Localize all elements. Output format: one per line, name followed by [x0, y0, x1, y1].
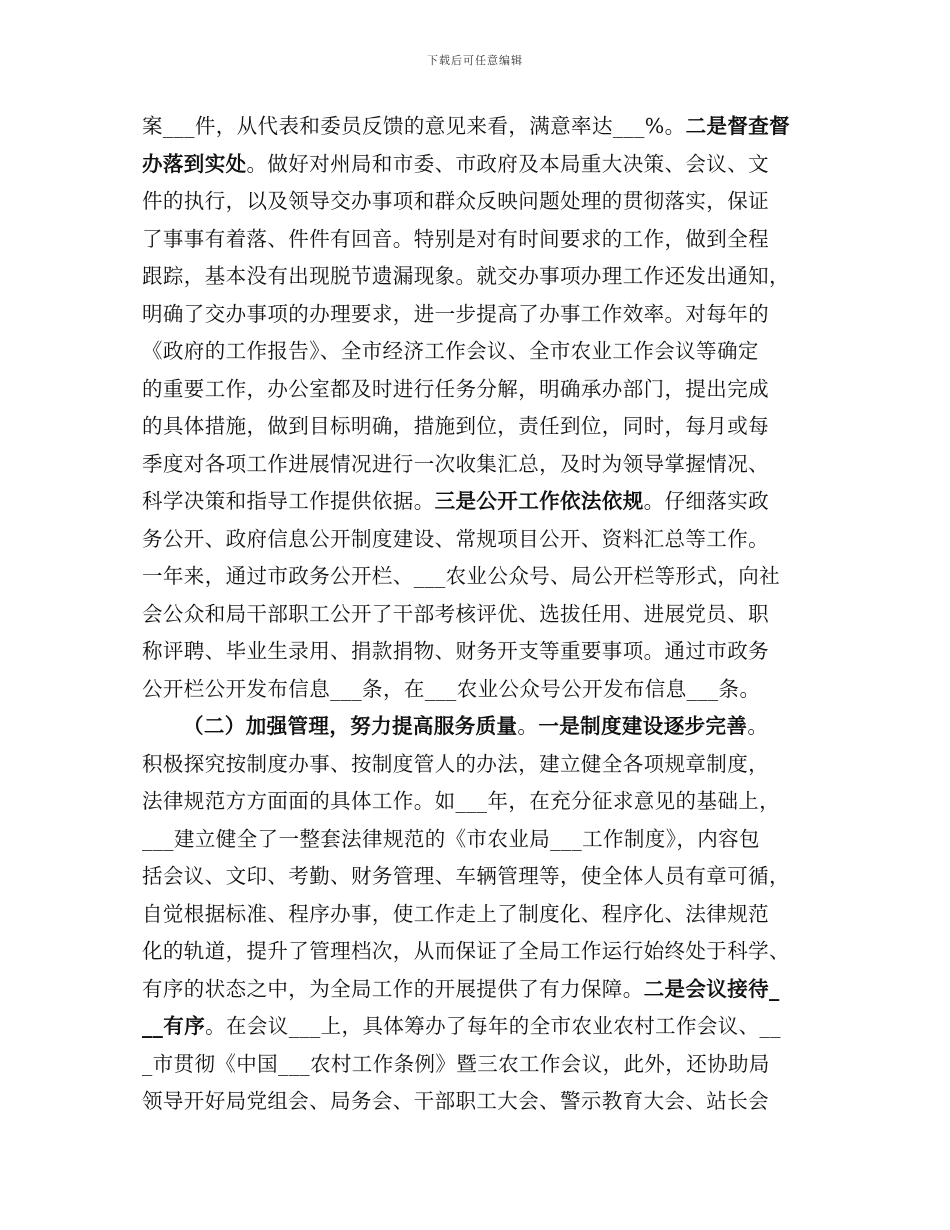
text-line: [142, 408, 822, 446]
text-line: [142, 483, 822, 521]
text-run: 的重要工作，办公室都及时进行任务分解，明确承办部门，提出完成: [142, 376, 769, 401]
text-run: 自觉根据标准、程序办事，使工作走上了制度化、程序化、法律规范: [142, 901, 769, 926]
text-run: 称评聘、毕业生录用、捐款捐物、财务开支等重要事项。通过市政务: [142, 639, 769, 663]
text-line: [142, 671, 822, 709]
text-line: [142, 633, 822, 671]
text-run: 案___件，从代表和委员反馈的意见来看，满意率达___%。: [142, 114, 686, 138]
text-line: [142, 783, 822, 821]
text-run: 。在会议___上，具体筹办了每年的全市农业农村工作会议、__: [205, 1014, 781, 1038]
text-run: 领导开好局党组会、局务会、干部职工大会、警示教育大会、站长会: [142, 1089, 769, 1113]
text-run: 。仔细落实政: [643, 489, 770, 513]
text-line: [142, 333, 822, 371]
text-run: 。: [747, 714, 769, 738]
text-run: 公开栏公开发布信息___条，在___农业公众号公开发布信息___条。: [142, 676, 761, 701]
body-text: [142, 108, 822, 1121]
bold-text-run: __有序: [142, 1014, 206, 1038]
text-line: [142, 1083, 822, 1121]
text-run: 法律规范方方面面的具体工作。如___年，在充分征求意见的基础上，: [142, 789, 781, 813]
page-header: 下载后可任意编辑: [427, 54, 523, 67]
text-run: 明确了交办事项的办理要求，进一步提高了办事工作效率。对每年的: [142, 301, 769, 326]
text-run: 科学决策和指导工作提供依据。: [142, 489, 435, 513]
bold-text-run: 一是制度建设逐步完善: [538, 714, 748, 738]
text-line: [142, 746, 822, 784]
text-line: [142, 971, 822, 1009]
text-line: [142, 296, 822, 334]
text-line: [142, 108, 822, 146]
text-line: [142, 596, 822, 634]
text-run: 会公众和局干部职工公开了干部考核评优、选拔任用、进展党员、职: [142, 601, 769, 626]
text-run: 务公开、政府信息公开制度建设、常规项目公开、资料汇总等工作。: [142, 526, 769, 551]
text-run: 一年来，通过市政务公开栏、___农业公众号、局公开栏等形式，向社: [142, 564, 781, 588]
text-line: [142, 258, 822, 296]
text-line: [142, 446, 822, 484]
text-run: 季度对各项工作进展情况进行一次收集汇总，及时为领导掌握情况、: [142, 451, 769, 476]
text-run: 的具体措施，做到目标明确，措施到位，责任到位，同时，每月或每: [142, 414, 769, 438]
text-run: 件的执行，以及领导交办事项和群众反映问题处理的贯彻落实，保证: [142, 189, 769, 213]
text-line: [142, 896, 822, 934]
text-run: 了事事有着落、件件有回音。特别是对有时间要求的工作，做到全程: [142, 226, 769, 251]
bold-text-run: 三是公开工作依法依规: [434, 489, 644, 513]
text-run: 括会议、文印、考勤、财务管理、车辆管理等，使全体人员有章可循，: [142, 864, 790, 888]
text-line: [142, 558, 822, 596]
text-line: [142, 1008, 822, 1046]
text-line: [142, 821, 822, 859]
text-line: [142, 708, 822, 746]
text-run: ___建立健全了一整套法律规范的《市农业局___工作制度》，内容包: [142, 826, 760, 851]
text-line: [142, 371, 822, 409]
text-run: 。做好对州局和市委、市政府及本局重大决策、会议、文: [246, 151, 769, 176]
bold-text-run: 办落到实处: [142, 151, 247, 176]
text-line: [142, 146, 822, 184]
text-run: 跟踪，基本没有出现脱节遗漏现象。就交办事项办理工作还发出通知，: [142, 264, 790, 288]
text-run: _市贯彻《中国___农村工作条例》暨三农工作会议，此外，还协助局: [142, 1051, 770, 1076]
text-line: [142, 521, 822, 559]
text-line: [142, 1046, 822, 1084]
bold-text-run: 二是会议接待_: [643, 976, 780, 1001]
text-run: 积极探究按制度办事、按制度管人的办法，建立健全各项规章制度，: [142, 751, 769, 776]
text-run: 。: [517, 714, 539, 738]
text-run: 有序的状态之中，为全局工作的开展提供了有力保障。: [142, 976, 644, 1001]
bold-text-run: 二是督查督: [685, 114, 791, 138]
text-line: [142, 858, 822, 896]
text-line: [142, 221, 822, 259]
text-run: 《政府的工作报告》、全市经济工作会议、全市农业工作会议等确定: [142, 339, 759, 363]
bold-text-run: （二）加强管理，努力提高服务质量: [183, 714, 518, 738]
text-run: 化的轨道，提升了管理档次，从而保证了全局工作运行始终处于科学、: [142, 939, 790, 963]
text-line: [142, 933, 822, 971]
text-line: [142, 183, 822, 221]
